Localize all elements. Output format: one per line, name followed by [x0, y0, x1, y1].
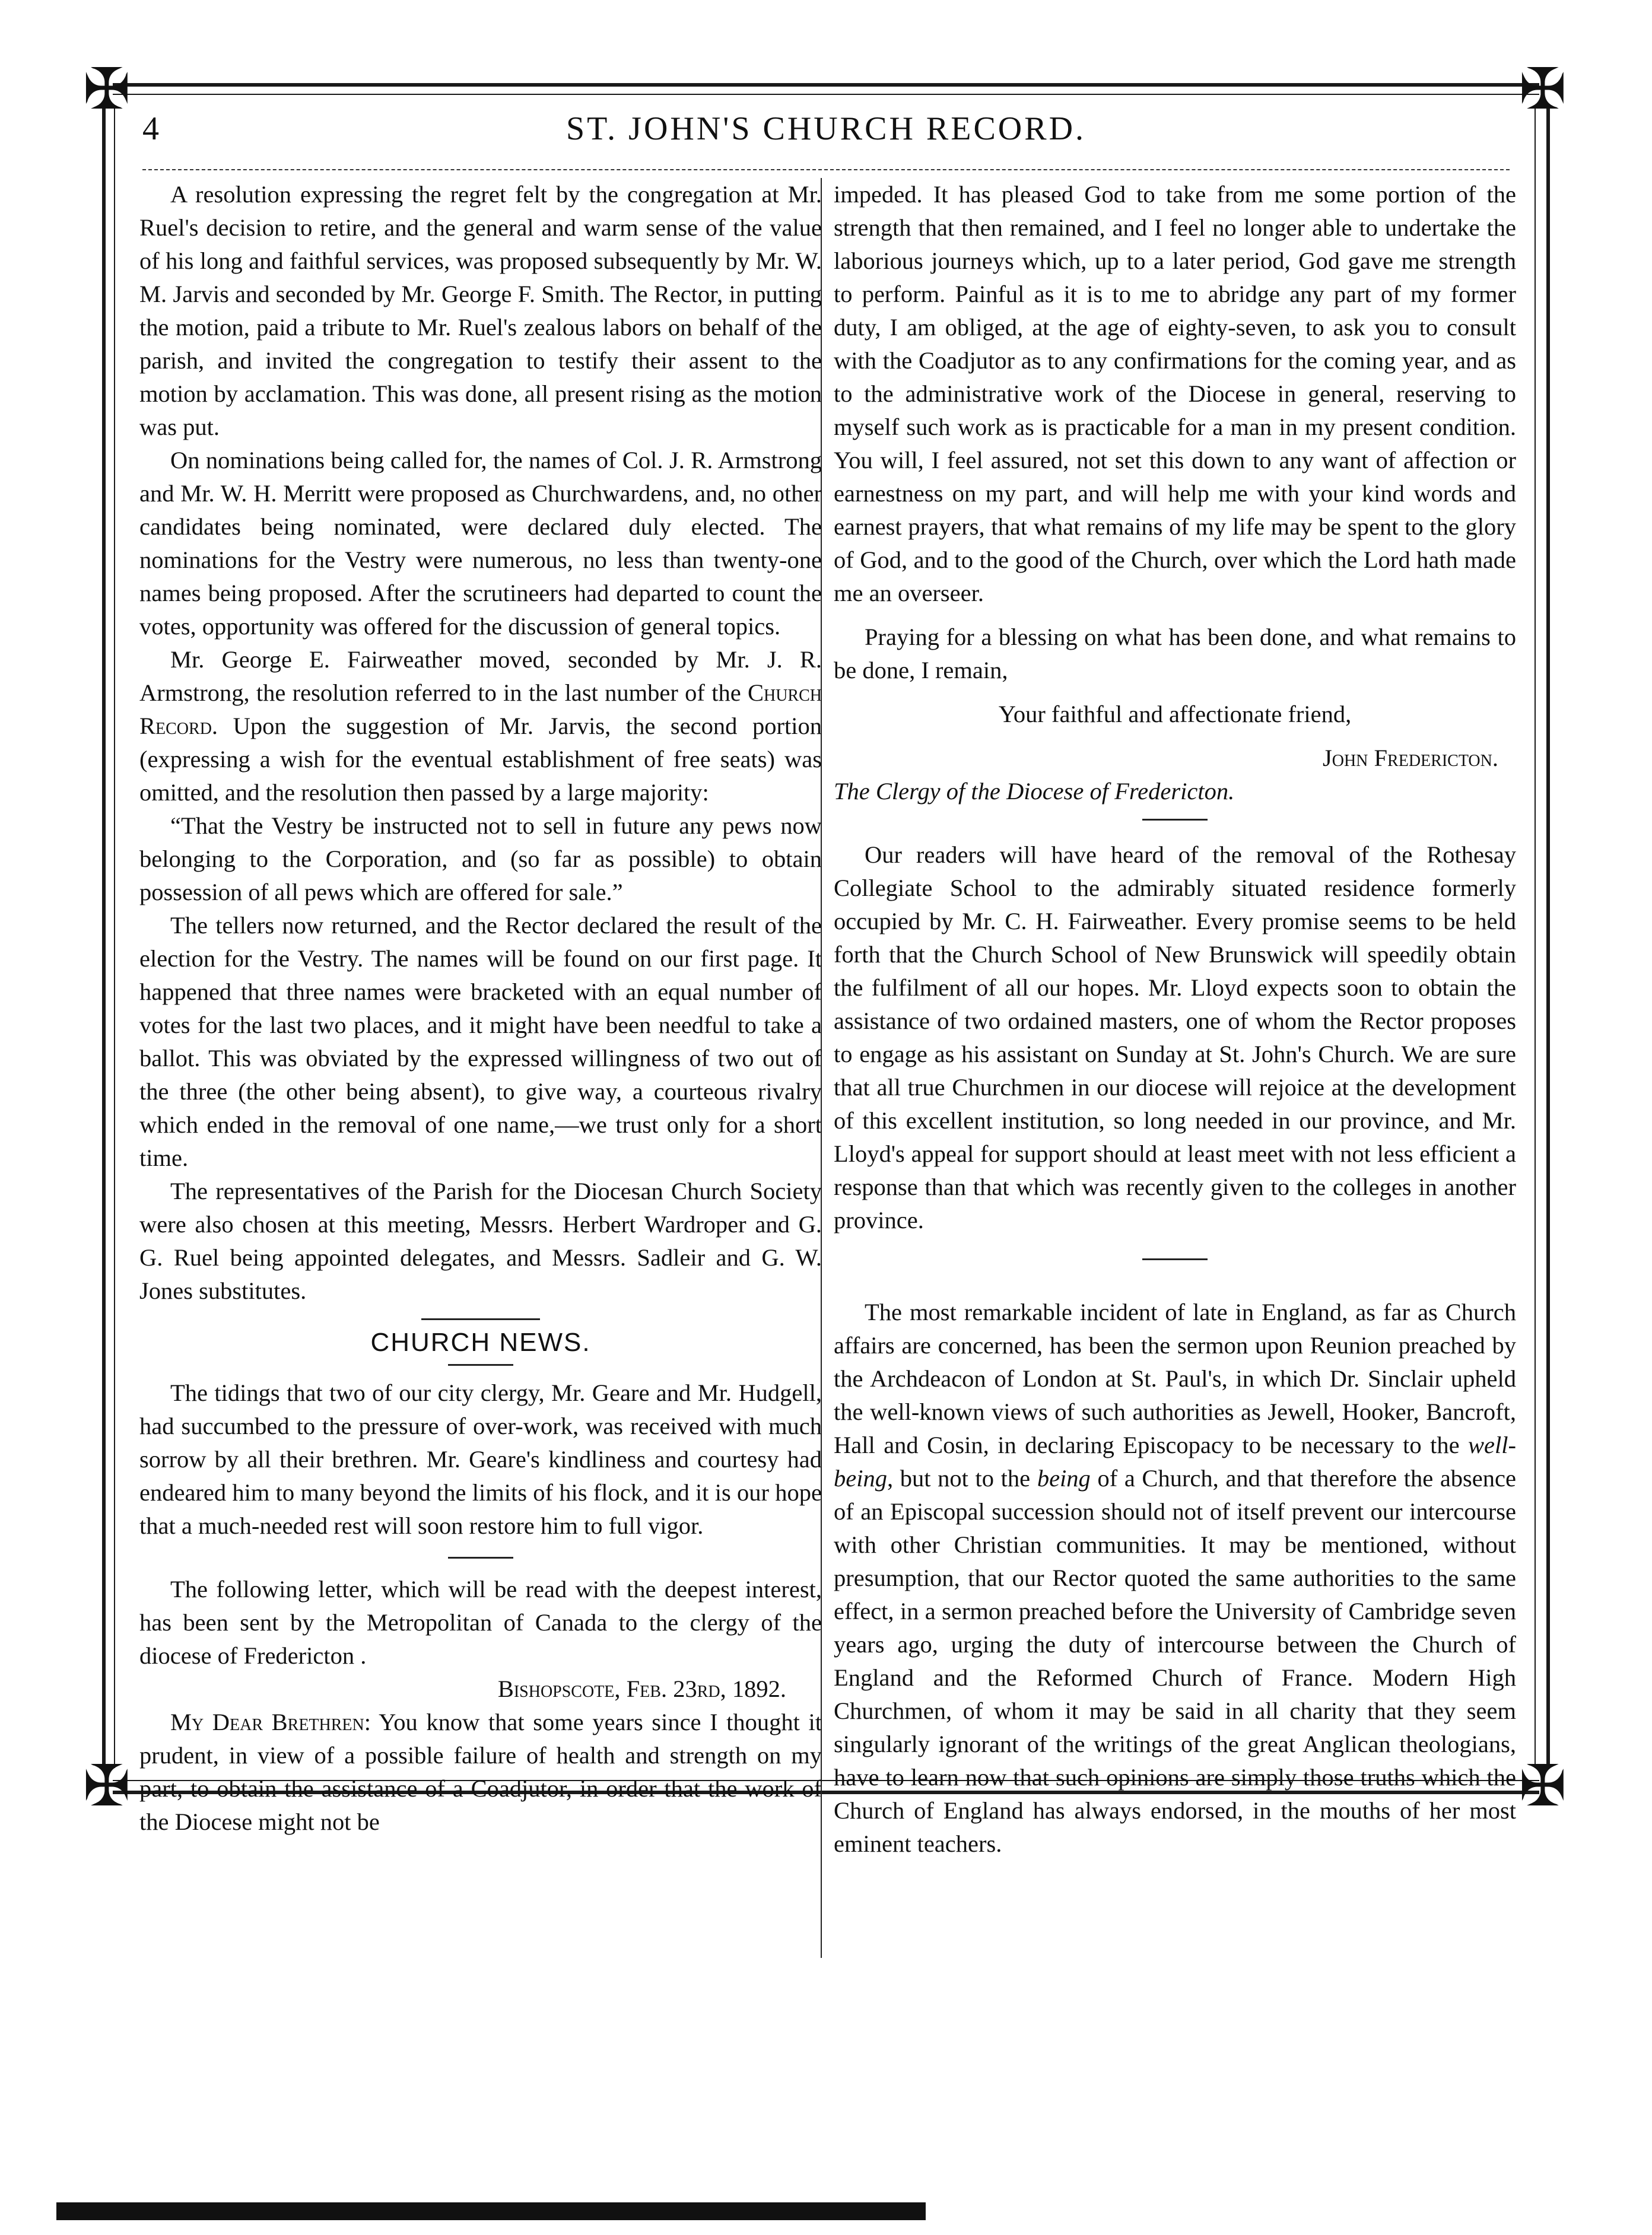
text-run: The most remarkable incident of late in England, as far as Church affairs are concerned, has been the sermon upon Reunion preached by the Archdeacon of London at St. Paul's, in which Dr. Sinclair upheld the well-known views of such authorities as Jewell, Hooker, Bancroft, Hall and Cosin, in declaring Episcopacy to be necessary to the: [834, 1299, 1516, 1458]
italic-term: well-being: [834, 1432, 1516, 1492]
italic-term: being: [1037, 1465, 1091, 1492]
paragraph-fairweather-motion: [139, 643, 822, 809]
letter-closing: Your faithful and affectionate friend,: [998, 701, 1352, 727]
border-top-outer: [113, 83, 1539, 87]
section-title-church-news: CHURCH NEWS.: [370, 1328, 591, 1357]
paragraph-letter-continued: impeded. It has pleased God to take from me some portion of the strength that then remained, and I feel no longer able to undertake the laborious journeys which, up to a later period, God gave me strength to perform. Painful as it is to me to abridge any part of my former duty, I am obliged, at the age of eighty-seven, to ask you to consult with the Coadjutor as to any confirmations for the coming year, and as to the administrative work of the Diocese in general, reserving to myself such work as is practicable for a man in my present condition. You will, I feel assured, not set this down to any want of affection or earnestness on my part, and will help me with your kind words and earnest prayers, that what remains of my life may be spent to the glory of God, and to the good of the Church, over which the Lord hath made me an overseer.: [834, 181, 1516, 606]
corner-cross-icon-top-right: ✠: [1518, 56, 1567, 122]
letter-addressee: The Clergy of the Diocese of Fredericton.: [834, 778, 1235, 805]
text-run: . Upon the suggestion of Mr. Jarvis, the second portion (expressing a wish for the eventual establishment of free seats) was omitted, and the resolution then passed by a large majority:: [139, 713, 822, 806]
border-right-outer: [1546, 107, 1550, 1768]
salutation: My Dear Brethren: [170, 1709, 364, 1735]
church-record-name: Church Record: [139, 679, 822, 739]
paragraph-resolution: A resolution expressing the regret felt by the congregation at Mr. Ruel's decision to retire, and the general and warm sense of the value of his long and faithful services, was proposed subsequently by Mr. W. M. Jarvis and seconded by Mr. George F. Smith. The Rector, in putting the motion, paid a tribute to Mr. Ruel's zealous labors on behalf of the parish, and invited the congregation to testify their assent to the motion by acclamation. This was done, all present rising as the motion was put.: [139, 181, 822, 440]
paragraph-praying: Praying for a blessing on what has been done, and what remains to be done, I remain,: [834, 624, 1516, 683]
ornament-rule: [421, 1318, 540, 1320]
text-run: : You know that some years since I thought it prudent, in view of a possible failure of health and strength on my part, to obtain the assistance of a Coadjutor, in order that the work of the Diocese might not be: [139, 1709, 822, 1835]
text-run: , but not to the: [887, 1465, 1037, 1492]
left-column: [139, 178, 822, 1839]
letter-signature: John Fredericton.: [1322, 745, 1498, 771]
corner-cross-icon-bottom-right: ✠: [1518, 1753, 1567, 1819]
right-column: [834, 178, 1516, 1861]
header-rule: [142, 169, 1510, 170]
divider-rule: [1142, 1258, 1208, 1260]
divider-rule: [448, 1557, 513, 1559]
corner-cross-icon-top-left: ✠: [82, 56, 131, 122]
divider-rule: [1142, 819, 1208, 821]
paragraph-rothesay-school: Our readers will have heard of the removal of the Rothesay Collegiate School to the admirably situated residence formerly occupied by Mr. C. H. Fairweather. Every promise seems to be held forth that the Church School of New Brunswick will speedily obtain the fulfilment of all our hopes. Mr. Lloyd expects soon to obtain the assistance of two ordained masters, one of whom the Rector proposes to engage as his assistant on Sunday at St. John's Church. We are sure that all true Churchmen in our diocese will rejoice at the development of this excellent institution, so long needed in our province, and Mr. Lloyd's appeal for support should at least meet with not less efficient a response than that which was recently given to the colleges in another province.: [834, 841, 1516, 1233]
paragraph-letter-opening: [139, 1706, 822, 1839]
paragraph-quoted-resolution: “That the Vestry be instructed not to sell in future any pews now belonging to the Corporation, and (so far as possible) to obtain possession of all pews which are offered for sale.”: [139, 812, 822, 905]
border-top-inner: [113, 94, 1539, 95]
dateline-text: Bishopscote, Feb. 23rd, 1892.: [497, 1676, 786, 1702]
paragraph-reunion-sermon: [834, 1296, 1516, 1861]
running-title: ST. JOHN'S CHURCH RECORD.: [566, 110, 1086, 147]
paragraph-tellers: The tellers now returned, and the Rector declared the result of the election for the Vestry. The names will be found on our first page. It happened that three names were bracketed with an equal number of votes for the last two places, and it might have been needful to take a ballot. This was obviated by the expressed willingness of two out of the three (the other being absent), to give way, a courteous rivalry which ended in the removal of one name,—we trust only for a short time.: [139, 912, 822, 1171]
paragraph-representatives: The representatives of the Parish for the Diocesan Church Society were also chosen at this meeting, Messrs. Herbert Wardroper and G. G. Ruel being appointed delegates, and Messrs. Sadleir and G. W. Jones substitutes.: [139, 1178, 822, 1304]
text-run: Mr. George E. Fairweather moved, seconded by Mr. J. R. Armstrong, the resolution referred to in the last number of the: [139, 646, 822, 706]
section-rule: [448, 1364, 513, 1366]
border-left-outer: [102, 107, 106, 1768]
paragraph-nominations: On nominations being called for, the names of Col. J. R. Armstrong and Mr. W. H. Merritt were proposed as Churchwardens, and, no other candidates being nominated, were declared duly elected. The nominations for the Vestry were numerous, no less than twenty-one names being proposed. After the scrutineers had departed to count the votes, opportunity was offered for the discussion of general topics.: [139, 447, 822, 640]
scan-edge-bar: [56, 2202, 926, 2220]
text-run: of a Church, and that therefore the absence of an Episcopal succession should not of itself prevent our intercourse with other Christian communities. It may be mentioned, without presumption, that our Rector quoted the same authorities to the same effect, in a sermon preached before the University of Cambridge seven years ago, urging the duty of intercourse between the Church of England and the Reformed Church of France. Modern High Churchmen, of whom it may be said in all charity that they seem singularly ignorant of the writings of the great Anglican theologians, have to learn now that such opinions are simply those truths which the Church of England has always endorsed, in the mouths of her most eminent teachers.: [834, 1465, 1516, 1857]
letter-dateline: [139, 1673, 822, 1706]
border-right-inner: [1535, 107, 1536, 1768]
paragraph-tidings: The tidings that two of our city clergy, Mr. Geare and Mr. Hudgell, had succumbed to the pressure of over-work, was received with much sorrow by all their brethren. Mr. Geare's kindliness and courtesy had endeared him to many beyond the limits of his flock, and it is our hope that a much-needed rest will soon restore him to full vigor.: [139, 1379, 822, 1539]
page-number: 4: [142, 110, 159, 147]
corner-cross-icon-bottom-left: ✠: [82, 1753, 131, 1819]
border-left-inner: [114, 107, 115, 1768]
page-header: [142, 104, 1510, 169]
paragraph-letter-intro: The following letter, which will be read with the deepest interest, has been sent by the Metropolitan of Canada to the clergy of the diocese of Fredericton .: [139, 1576, 822, 1669]
